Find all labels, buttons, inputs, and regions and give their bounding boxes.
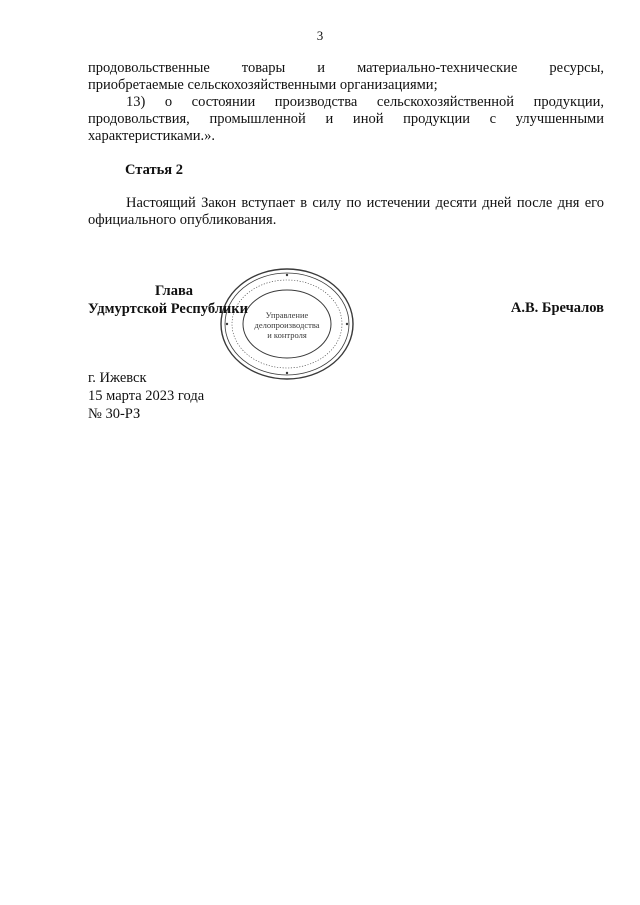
place-date-block xyxy=(88,369,204,423)
signatory-title xyxy=(88,282,260,318)
stamp-inner-line-2: делопроизводства xyxy=(254,320,320,330)
item-13-line-1: 13) о состоянии производства сельскохозяйственной продукции, xyxy=(126,94,604,110)
stamp-inner-line-1: Управление xyxy=(265,310,309,320)
law-number: № 30-РЗ xyxy=(88,406,141,422)
signatory-name: А.В. Бречалов xyxy=(510,300,604,316)
item-12-line-2: приобретаемые сельскохозяйственными организациями; xyxy=(88,77,438,93)
item-13-line-3: характеристиками.». xyxy=(88,128,216,144)
date: 15 марта 2023 года xyxy=(88,388,205,404)
city: г. Ижевск xyxy=(88,370,147,386)
article-2-paragraph xyxy=(88,195,604,229)
signatory-title-line-1: Глава xyxy=(154,283,194,299)
item-13-line-2: продовольствия, промышленной и иной продукции с улучшенными xyxy=(88,111,604,127)
page-number: 3 xyxy=(316,28,324,43)
signatory-title-line-2: Удмуртской Республики xyxy=(88,301,248,317)
item-12-paragraph xyxy=(88,60,604,94)
article-2-line-1: Настоящий Закон вступает в силу по истечении десяти дней после дня его xyxy=(126,195,604,211)
article-heading: Статья 2 xyxy=(125,162,183,178)
item-12-line-1: продовольственные товары и материально-технические ресурсы, xyxy=(88,60,604,76)
article-2-line-2: официального опубликования. xyxy=(88,212,277,228)
stamp-inner-line-3: и контроля xyxy=(267,330,307,340)
item-13-paragraph xyxy=(88,94,604,145)
